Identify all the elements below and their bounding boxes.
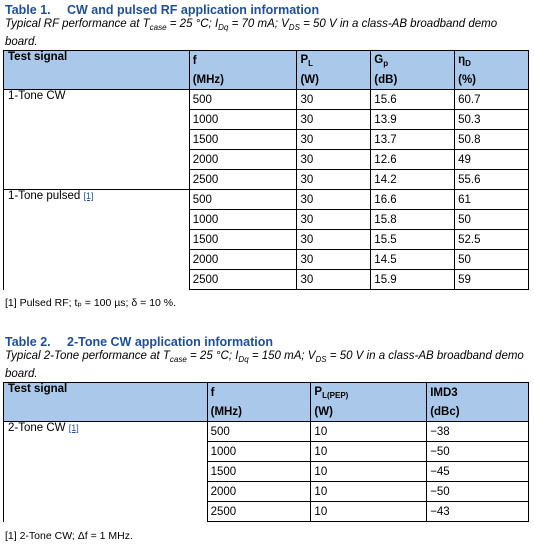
table-cell: 500: [189, 190, 297, 210]
table-cell: 14.2: [371, 170, 455, 190]
table-cell: 52.5: [455, 230, 529, 250]
table-cell: 30: [297, 270, 371, 290]
table-cell: 1000: [189, 110, 297, 130]
table-cell: 30: [297, 130, 371, 150]
table-cell: 30: [297, 90, 371, 110]
table-cell: 10: [311, 482, 427, 502]
table-cell: 15.6: [371, 90, 455, 110]
table-cell: 2000: [189, 250, 297, 270]
table-cell: 2000: [189, 150, 297, 170]
unit-imd3: (dBc): [427, 402, 529, 422]
table-cell: 60.7: [455, 90, 529, 110]
table-cell: 1500: [189, 230, 297, 250]
table-row: [4, 90, 529, 110]
table-cell: 13.9: [371, 110, 455, 130]
table-cell: −38: [427, 422, 529, 442]
header-test-signal: Test signal: [4, 383, 208, 422]
unit-f: (MHz): [189, 70, 297, 90]
table1-header-row: [4, 51, 529, 71]
table2-caption: [5, 335, 273, 349]
table2-subtitle: Typical 2-Tone performance at $T_{case} = 25$ °C; $I_{Dq} = 150$ mA; $V_{DS} = 50$ V in a class-AB broadband demo board.: [5, 350, 524, 380]
table-cell: 30: [297, 210, 371, 230]
table-row: [4, 190, 529, 210]
table1-subtitle: Typical RF performance at $T_{case} = 25$ °C; $I_{Dq} = 70$ mA; $V_{DS} = 50$ V in a class-AB broadband demo board.: [5, 18, 498, 48]
table-cell: 500: [207, 422, 311, 442]
table-cell: 50.8: [455, 130, 529, 150]
header-f: f: [207, 383, 311, 403]
table-cell: 1500: [189, 130, 297, 150]
table-cell: 15.9: [371, 270, 455, 290]
table-cell: −45: [427, 462, 529, 482]
table-cell: 59: [455, 270, 529, 290]
header-f: f: [189, 51, 297, 71]
header-eta: $\eta_D$: [455, 51, 529, 71]
table-cell: 50: [455, 210, 529, 230]
header-pl: $P_L$: [297, 51, 371, 71]
table-cell: 50.3: [455, 110, 529, 130]
table-cell: 2500: [207, 502, 311, 522]
table-cell: 2500: [189, 170, 297, 190]
table-cell: 2500: [189, 270, 297, 290]
table-cell: 15.8: [371, 210, 455, 230]
table-cell: 30: [297, 110, 371, 130]
unit-eta: (%): [455, 70, 529, 90]
table-cell: 10: [311, 502, 427, 522]
table2-footnote: [1] 2-Tone CW; Δf = 1 MHz.: [5, 530, 133, 542]
table1-number: Table 1.: [5, 3, 51, 17]
test-signal-cell: [4, 190, 190, 290]
table-cell: 10: [311, 462, 427, 482]
table-cell: 13.7: [371, 130, 455, 150]
table-cell: 49: [455, 150, 529, 170]
table-cell: 50: [455, 250, 529, 270]
table-cell: 12.6: [371, 150, 455, 170]
table-cell: −50: [427, 482, 529, 502]
table-cell: 30: [297, 250, 371, 270]
table-cell: 10: [311, 422, 427, 442]
table-cell: 30: [297, 190, 371, 210]
table2-number: Table 2.: [5, 335, 51, 349]
table2: [3, 382, 529, 522]
header-pl-pep: $P_{L(PEP)}$: [311, 383, 427, 403]
unit-pl: (W): [297, 70, 371, 90]
test-signal-label: 1-Tone CW: [8, 90, 66, 102]
test-signal-cell: [4, 90, 190, 190]
table1-title: CW and pulsed RF application information: [67, 3, 320, 17]
table-cell: 14.5: [371, 250, 455, 270]
test-signal-label: 1-Tone pulsed: [8, 190, 81, 202]
table-cell: 55.6: [455, 170, 529, 190]
table-cell: 16.6: [371, 190, 455, 210]
table2-header-row: [4, 383, 529, 403]
table-cell: 15.5: [371, 230, 455, 250]
test-signal-cell: [4, 422, 208, 522]
test-signal-label: 2-Tone CW: [8, 422, 66, 434]
footnote-link[interactable]: [1]: [83, 191, 94, 201]
header-test-signal: Test signal: [4, 51, 190, 90]
table2-title: 2-Tone CW application information: [67, 335, 274, 349]
table-cell: 10: [311, 442, 427, 462]
table-cell: 30: [297, 230, 371, 250]
table1: [3, 50, 529, 290]
unit-pl: (W): [311, 402, 427, 422]
header-imd3: IMD3: [427, 383, 529, 403]
header-gp: $G_p$: [371, 51, 455, 71]
table-cell: 1500: [207, 462, 311, 482]
table-row: [4, 422, 529, 442]
table-cell: −50: [427, 442, 529, 462]
table-cell: 1000: [189, 210, 297, 230]
table1-caption: [5, 3, 319, 17]
unit-f: (MHz): [207, 402, 311, 422]
table-cell: 30: [297, 170, 371, 190]
table-cell: −43: [427, 502, 529, 522]
unit-gp: (dB): [371, 70, 455, 90]
footnote-link[interactable]: [1]: [68, 423, 79, 433]
table-cell: 61: [455, 190, 529, 210]
table-cell: 2000: [207, 482, 311, 502]
table-cell: 1000: [207, 442, 311, 462]
table-cell: 500: [189, 90, 297, 110]
table1-footnote: [1] Pulsed RF; tₚ = 100 µs; δ = 10 %.: [5, 297, 177, 309]
table-cell: 30: [297, 150, 371, 170]
